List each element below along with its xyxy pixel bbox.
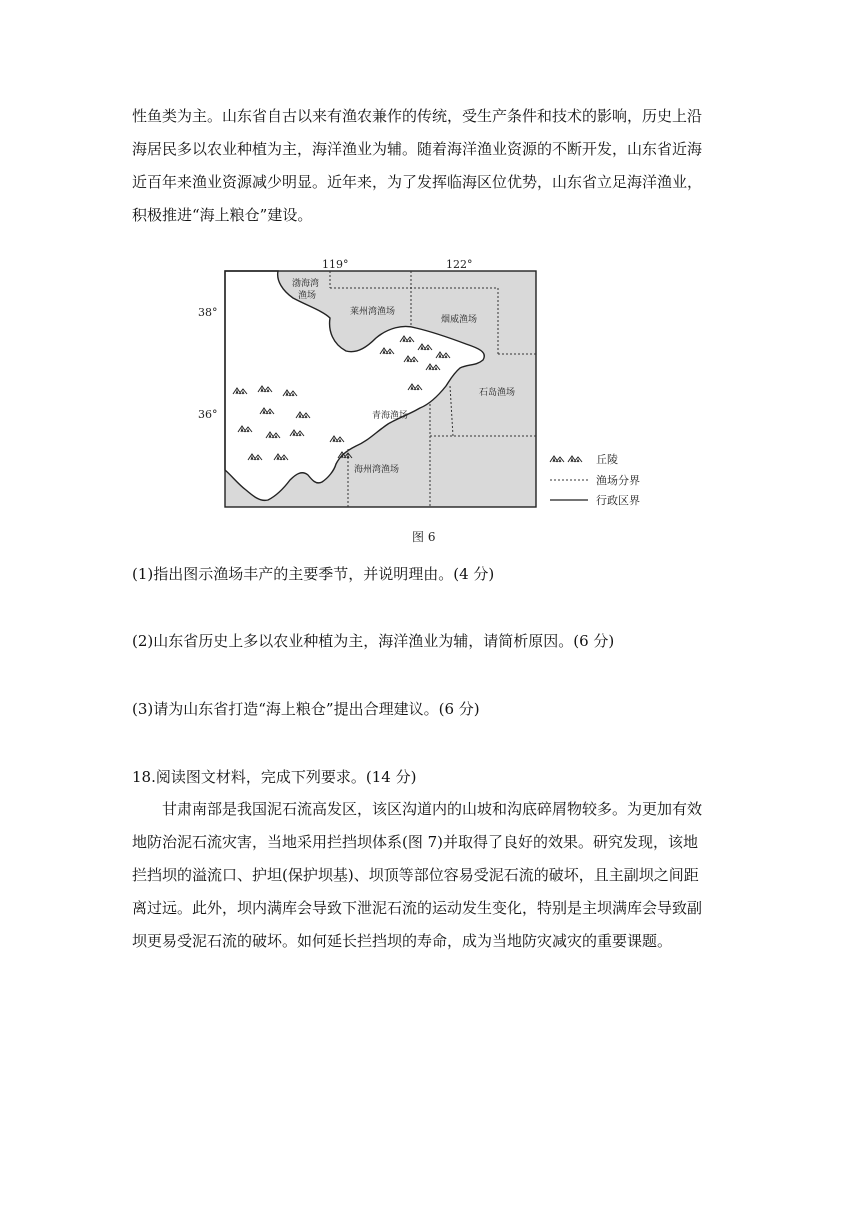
lat-36-label: 36° xyxy=(198,408,218,421)
yanwei-fishery-label: 烟威渔场 xyxy=(441,315,478,325)
q18-line: 离过远。此外，坝内满库会导致下泄泥石流的运动发生变化，特别是主坝满库会导致副 xyxy=(132,899,703,917)
lon-122-label: 122° xyxy=(446,258,473,271)
hill-icon xyxy=(568,456,582,462)
map-svg xyxy=(198,256,670,556)
legend-admin-boundary-label: 行政区界 xyxy=(596,494,640,507)
q18-paragraph xyxy=(132,793,732,958)
intro-line: 近百年来渔业资源减少明显。近年来，为了发挥临海区位优势，山东省立足海洋渔业， xyxy=(132,173,703,191)
bohai-bay-fishery-label: 渤海湾 xyxy=(292,279,320,289)
question-1: (1)指出图示渔场丰产的主要季节，并说明理由。(4 分) xyxy=(132,565,495,583)
q18-title: 18.阅读图文材料，完成下列要求。(14 分) xyxy=(132,768,417,786)
map-legend xyxy=(550,452,640,507)
shidao-fishery-label: 石岛渔场 xyxy=(479,388,516,398)
intro-line: 性鱼类为主。山东省自古以来有渔农兼作的传统，受生产条件和技术的影响，历史上沿 xyxy=(132,107,703,125)
q18-line: 坝更易受泥石流的破坏。如何延长拦挡坝的寿命，成为当地防灾减灾的重要课题。 xyxy=(132,932,673,950)
figure-6-map xyxy=(198,256,670,556)
intro-line: 海居民多以农业种植为主，海洋渔业为辅。随着海洋渔业资源的不断开发，山东省近海 xyxy=(132,140,703,158)
lon-119-label: 119° xyxy=(322,258,349,271)
q18-line: 甘肃南部是我国泥石流高发区，该区沟道内的山坡和沟底碎屑物较多。为更加有效 xyxy=(162,800,703,818)
intro-paragraph xyxy=(132,100,732,232)
laizhou-bay-fishery-label: 莱州湾渔场 xyxy=(350,307,396,317)
hill-icon xyxy=(550,456,564,462)
legend-hills-label: 丘陵 xyxy=(596,453,618,466)
intro-line: 积极推进“海上粮仓”建设。 xyxy=(132,206,313,224)
bohai-bay-fishery-label: 渔场 xyxy=(298,291,317,301)
legend-fishery-boundary-label: 渔场分界 xyxy=(596,474,640,487)
q18-line: 地防治泥石流灾害，当地采用拦挡坝体系(图 7)并取得了良好的效果。研究发现，该地 xyxy=(132,833,699,851)
question-2: (2)山东省历史上多以农业种植为主，海洋渔业为辅，请简析原因。(6 分) xyxy=(132,632,615,650)
q18-line: 拦挡坝的溢流口、护坦(保护坝基)、坝顶等部位容易受泥石流的破坏，且主副坝之间距 xyxy=(132,866,699,884)
lat-38-label: 38° xyxy=(198,306,218,319)
figure-caption: 图 6 xyxy=(412,530,436,544)
question-3: (3)请为山东省打造“海上粮仓”提出合理建议。(6 分) xyxy=(132,700,480,718)
qinghai-fishery-label: 青海渔场 xyxy=(372,411,409,421)
haizhou-bay-fishery-label: 海州湾渔场 xyxy=(354,465,400,475)
